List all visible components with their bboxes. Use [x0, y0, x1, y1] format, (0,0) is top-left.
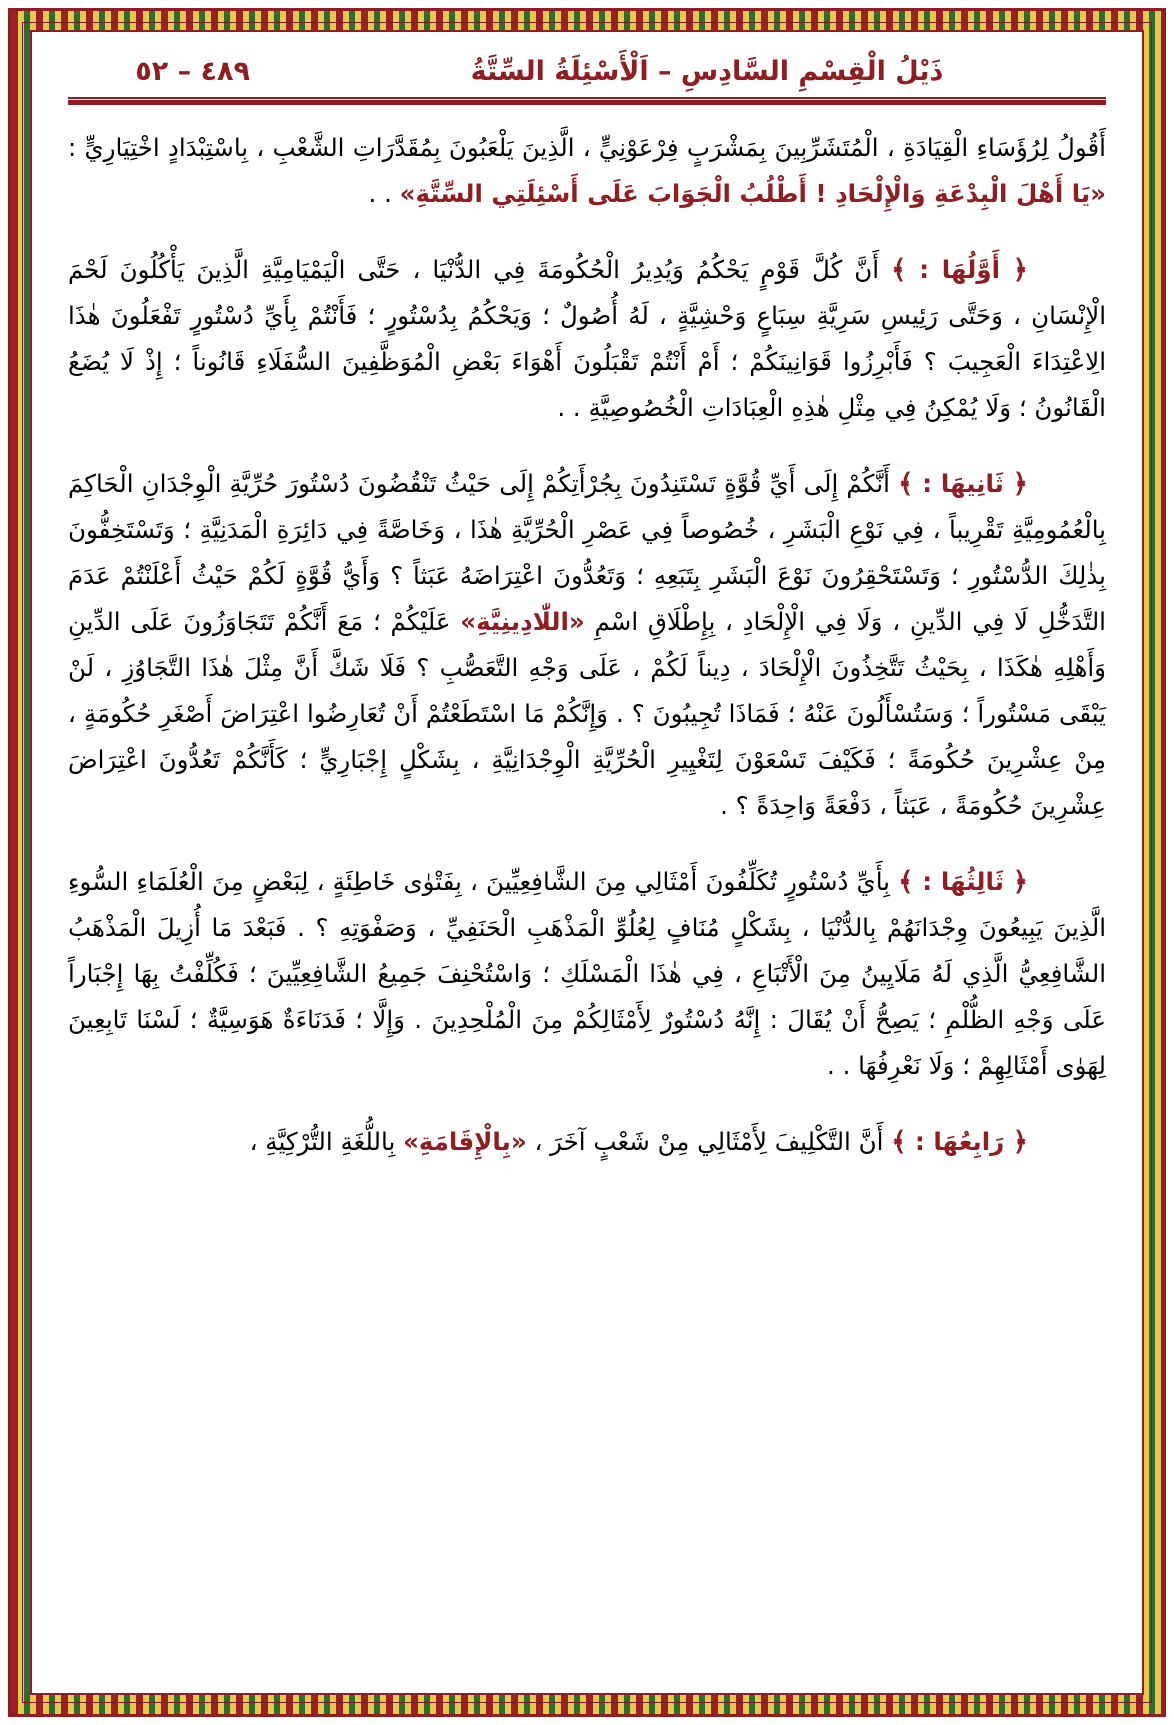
ornament-bracket-open-icon: ﴿ [1012, 867, 1029, 897]
question-text-2-part-1: أَنَّكُمْ إِلَى أَيِّ قُوَّةٍ تَسْتَنِدُونَ بِجُرْأَتِكُمْ إِلَى حَيْثُ تَنْقُضُونَ دُسْتُورَ حُرِّيَّةِ الْوِجْدَانِ الْحَاكِمَ بِالْعُمُومِيَّةِ تَقْرِيباً ، فِي نَوْعِ الْبَشَرِ ، خُصُوصاً فِي عَصْرِ الْحُرِّيَّةِ هٰذَا ، وَخَاصَّةً فِي دَائِرَةِ الْمَدَنِيَّةِ ؛ وَتَسْتَخِفُّونَ بِذٰلِكَ الدُّسْتُورِ ؛ وَتَسْتَحْقِرُونَ نَوْعَ الْبَشَرِ بِتَبَعِهِ ؛ وَتَعُدُّونَ اعْتِرَاضَهُ عَبَثاً ؟ وَأَيُّ قُوَّةٍ لَكُمْ حَيْثُ أَعْلَنْتُمْ عَدَمَ التَّدَخُّلِ لَا فِي الدِّينِ ، وَلَا فِي الْإِلْحَادِ ، بِإِطْلَاقِ اسْمِ [68, 469, 1106, 636]
page-content [40, 40, 1134, 1685]
page-title: ذَيْلُ الْقِسْمِ السَّادِسِ – اَلْأَسْئِلَةُ السِّتَّةُ [470, 56, 944, 87]
ornament-bracket-open-icon: ﴿ [1012, 255, 1029, 285]
question-text-4-red-term: «بِالْإِقَامَةِ» [403, 1127, 527, 1156]
ornament-bracket-open-icon: ﴿ [1012, 469, 1029, 499]
intro-text-red-quote: «يَا أَهْلَ الْبِدْعَةِ وَالْإِلْحَادِ ! أَطْلُبُ الْجَوَابَ عَلَى أَسْئِلَتِي السِّتَّةِ» [399, 179, 1106, 208]
ornament-bracket-close-icon: ﴾ [891, 1127, 907, 1157]
paragraph-question-2 [68, 461, 1106, 829]
header-divider [68, 97, 1106, 105]
document-body [40, 105, 1134, 1165]
question-marker-label-4: رَابِعُهَا : [915, 1127, 1005, 1156]
ornament-bracket-open-icon: ﴿ [1012, 1127, 1028, 1157]
question-marker-1 [891, 255, 1028, 284]
ornament-bracket-close-icon: ﴾ [898, 469, 914, 499]
page-header [40, 40, 1134, 87]
paragraph-question-3 [68, 859, 1106, 1089]
paragraph-intro [68, 125, 1106, 217]
paragraph-question-4 [68, 1119, 1106, 1165]
question-text-4-part-2: بِاللُّغَةِ التُّرْكِيَّةِ ، [249, 1127, 404, 1156]
paragraph-question-1 [68, 247, 1106, 431]
question-marker-4 [891, 1127, 1028, 1156]
question-text-2-part-2: عَلَيْكُمْ ؛ مَعَ أَنَّكُمْ تَتَجَاوَزُونَ عَلَى الدِّينِ وَأَهْلِهِ هٰكَذَا ، بِحَيْثُ تَتَّخِذُونَ الْإِلْحَادَ ، دِيناً لَكُمْ ، عَلَى وَجْهِ التَّعَصُّبِ ؟ فَلَا شَكَّ أَنَّ مِثْلَ هٰذَا التَّجَاوُزِ ، لَنْ يَبْقَى مَسْتُوراً ؛ وَسَتُسْأَلُونَ عَنْهُ ؛ فَمَاذَا تُجِيبُونَ ؟ . وَإِنَّكُمْ مَا اسْتَطَعْتُمْ أَنْ تُعَارِضُوا اعْتِرَاضَ أَصْغَرِ حُكُومَةٍ ، مِنْ عِشْرِينَ حُكُومَةً ؛ فَكَيْفَ تَسْعَوْنَ لِتَغْيِيرِ الْحُرِّيَّةِ الْوِجْدَانِيَّةِ ، بِشَكْلٍ إِجْبَارِيٍّ ؛ كَأَنَّكُمْ تَعُدُّونَ اعْتِرَاضَ عِشْرِينَ حُكُومَةً ، عَبَثاً ، دَفْعَةً وَاحِدَةً ؟ . [68, 607, 1106, 820]
question-marker-label-1: أَوَّلُهَا : [919, 255, 1000, 284]
question-text-3: بِأَيِّ دُسْتُورٍ تُكَلِّفُونَ أَمْثَالِي مِنَ الشَّافِعِيِّينَ ، بِفَتْوٰى خَاطِئَةٍ ، لِبَعْضٍ مِنَ الْعُلَمَاءِ السُّوءِ الَّذِينَ يَبِيعُونَ وِجْدَانَهُمْ بِالدُّنْيَا ، بِشَكْلٍ مُنَافٍ لِعُلُوِّ الْمَذْهَبِ الْحَنَفِيِّ ، وَصَفْوَتِهِ ؟ . فَبَعْدَ مَا أُزِيلَ الْمَذْهَبُ الشَّافِعِيُّ الَّذِي لَهُ مَلَايِينُ مِنَ الْأَتْبَاعِ ، فِي هٰذَا الْمَسْلَكِ ؛ وَاسْتُحْنِفَ جَمِيعُ الشَّافِعِيِّينَ ؛ فَكُلِّفْتُ بِهَا إِجْبَاراً عَلَى وَجْهِ الظُّلْمِ ؛ يَصِحُّ أَنْ يُقَالَ : إِنَّهُ دُسْتُورٌ لِأَمْثَالِكُمْ مِنَ الْمُلْحِدِينَ . وَإِلَّا ؛ فَدَنَاءَةٌ هَوَسِيَّةٌ ؛ لَسْنَا تَابِعِينَ لِهَوٰى أَمْثَالِهِمْ ؛ وَلَا نَعْرِفُهَا . . [68, 867, 1106, 1080]
question-text-1: أَنَّ كُلَّ قَوْمٍ يَحْكُمُ وَيُدِيرُ الْحُكُومَةَ فِي الدُّنْيَا ، حَتَّى الْيَمْيَامِيَّةِ الَّذِينَ يَأْكُلُونَ لَحْمَ الْإِنْسَانِ ، وَحَتَّى رَئِيسِ سَرِيَّةِ سِبَاعٍ وَحْشِيَّةٍ ، لَهُ أُصُولٌ ؛ وَيَحْكُمُ بِدُسْتُورٍ ؛ فَأَنْتُمْ بِأَيِّ دُسْتُورٍ تَفْعَلُونَ هٰذَا الِاعْتِدَاءَ الْعَجِيبَ ؟ فَأَبْرِزُوا قَوَانِينَكُمْ ؛ أَمْ أَنْتُمْ تَقْبَلُونَ أَهْوَاءَ بَعْضِ الْمُوَظَّفِينَ السُّفَلَاءِ قَانُوناً ؛ إِذْ لَا يُضَعُ الْقَانُونُ ؛ وَلَا يُمْكِنُ فِي مِثْلِ هٰذِهِ الْعِبَادَاتِ الْخُصُوصِيَّةِ . . [68, 255, 1106, 422]
question-marker-label-3: ثَالِثُهَا : [922, 867, 1004, 896]
question-marker-3 [898, 867, 1028, 896]
ornament-bracket-close-icon: ﴾ [898, 867, 914, 897]
question-text-4-part-1: أَنَّ التَّكْلِيفَ لِأَمْثَالِي مِنْ شَعْبٍ آخَرَ ، [526, 1127, 884, 1156]
question-marker-2 [898, 469, 1028, 498]
ornament-bracket-close-icon: ﴾ [891, 255, 907, 285]
intro-text-black-1: أَقُولُ لِرُؤَسَاءِ الْقِيَادَةِ ، الْمُتَشَرِّبِينَ بِمَشْرَبٍ فِرْعَوْنِيٍّ ، الَّذِينَ يَلْعَبُونَ بِمُقَدَّرَاتِ الشَّعْبِ ، بِاسْتِبْدَادٍ اخْتِيَارِيٍّ : [68, 133, 1106, 162]
question-text-2-red-term: «اللّٰادِينِيَّةِ» [460, 607, 585, 636]
page-number: ٤٨٩ – ٥٢ [135, 56, 250, 87]
question-marker-label-2: ثَانِيهَا : [922, 469, 1004, 498]
intro-text-black-2: . . [368, 179, 400, 208]
